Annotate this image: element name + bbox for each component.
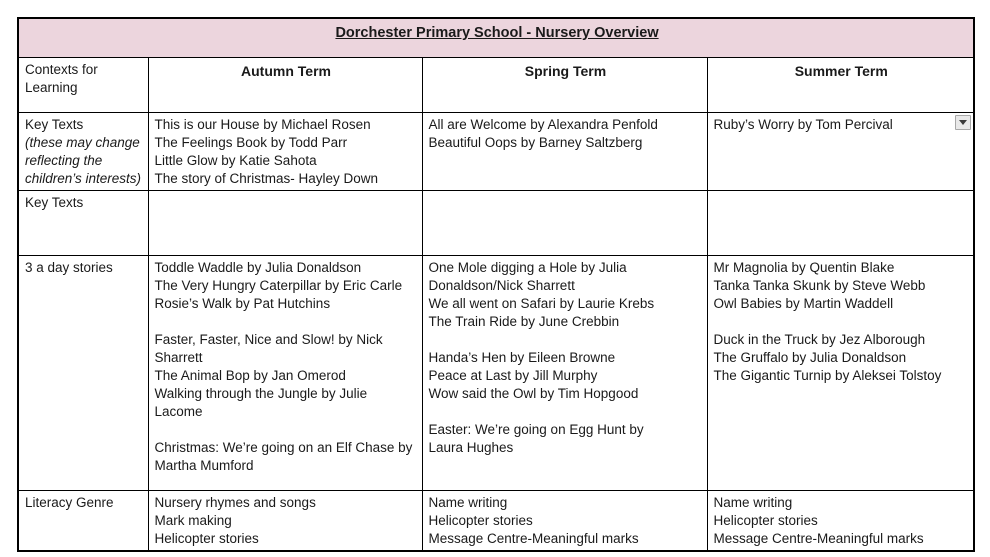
text-line: The Animal Bop by Jan Omerod xyxy=(154,367,346,383)
row-label: Literacy Genre xyxy=(25,494,114,510)
text-line: Handa’s Hen by Eileen Browne xyxy=(428,349,616,365)
text-line: Walking through the Jungle by Julie xyxy=(154,385,368,401)
text-line xyxy=(429,331,703,349)
text-line xyxy=(714,313,970,331)
cell-stories-summer xyxy=(707,255,974,490)
cell-key-texts-2-spring xyxy=(422,190,707,255)
text-line: Rosie’s Walk by Pat Hutchins xyxy=(154,295,331,311)
header-row xyxy=(18,57,974,112)
cell-key-texts-2-autumn xyxy=(148,190,422,255)
text-line: Duck in the Truck by Jez Alborough xyxy=(713,331,926,347)
text-line: All are Welcome by Alexandra Penfold xyxy=(428,116,658,132)
label-cell-key-texts xyxy=(18,112,148,190)
text-line: Laura Hughes xyxy=(428,439,514,455)
row-literacy-genre xyxy=(18,490,974,551)
text-line: Wow said the Owl by Tim Hopgood xyxy=(428,385,639,401)
text-line: Name writing xyxy=(713,494,793,510)
text-line: One Mole digging a Hole by Julia xyxy=(428,259,627,275)
text-line: Faster, Faster, Nice and Slow! by Nick xyxy=(154,331,383,347)
text-line: Owl Babies by Martin Waddell xyxy=(713,295,894,311)
text-line: Little Glow by Katie Sahota xyxy=(154,152,317,168)
cell-literacy-spring xyxy=(422,490,707,551)
text-line: Lacome xyxy=(154,403,203,419)
text-line: Message Centre-Meaningful marks xyxy=(428,530,639,546)
cell-key-texts-summer-text xyxy=(714,116,970,134)
text-line: Ruby’s Worry by Tom Percival xyxy=(713,116,893,132)
row-label-note: (these may change reflecting the children’s interests) xyxy=(25,134,142,186)
text-line: The Gigantic Turnip by Aleksei Tolstoy xyxy=(713,367,942,383)
row-key-texts-2 xyxy=(18,190,974,255)
row-key-texts xyxy=(18,112,974,190)
cell-key-texts-autumn xyxy=(148,112,422,190)
text-line: The Gruffalo by Julia Donaldson xyxy=(713,349,907,365)
cell-literacy-summer xyxy=(707,490,974,551)
text-line: The story of Christmas- Hayley Down xyxy=(154,170,379,186)
page-title: Dorchester Primary School - Nursery Overview xyxy=(335,25,659,41)
header-spring-term: Spring Term xyxy=(422,57,707,112)
label-cell-key-texts-2 xyxy=(18,190,148,255)
text-line: Mr Magnolia by Quentin Blake xyxy=(713,259,895,275)
header-contexts-for-learning: Contexts for Learning xyxy=(18,57,148,112)
text-line: The Very Hungry Caterpillar by Eric Carle xyxy=(154,277,403,293)
text-line: Sharrett xyxy=(154,349,203,365)
row-three-a-day-stories xyxy=(18,255,974,490)
dropdown-arrow-icon xyxy=(959,120,967,125)
dropdown-button[interactable] xyxy=(955,115,971,130)
text-line: Message Centre-Meaningful marks xyxy=(713,530,924,546)
text-line: Name writing xyxy=(428,494,508,510)
text-line: Martha Mumford xyxy=(154,457,254,473)
title-row xyxy=(18,18,974,57)
text-line: Easter: We’re going on Egg Hunt by xyxy=(428,421,644,437)
text-line: Helicopter stories xyxy=(154,530,259,546)
text-line: Mark making xyxy=(154,512,232,528)
cell-key-texts-spring xyxy=(422,112,707,190)
row-label: Key Texts xyxy=(25,116,84,132)
text-line: The Train Ride by June Crebbin xyxy=(428,313,620,329)
text-line: Toddle Waddle by Julia Donaldson xyxy=(154,259,362,275)
text-line xyxy=(155,421,418,439)
row-label: 3 a day stories xyxy=(25,259,113,275)
cell-key-texts-2-summer xyxy=(707,190,974,255)
header-summer-term: Summer Term xyxy=(707,57,974,112)
text-line: Nursery rhymes and songs xyxy=(154,494,316,510)
title-cell xyxy=(18,18,974,57)
cell-stories-spring xyxy=(422,255,707,490)
cell-literacy-autumn xyxy=(148,490,422,551)
label-cell-literacy-genre xyxy=(18,490,148,551)
text-line: Donaldson/Nick Sharrett xyxy=(428,277,575,293)
text-line: Beautiful Oops by Barney Saltzberg xyxy=(428,134,643,150)
text-line: Helicopter stories xyxy=(428,512,533,528)
header-autumn-term: Autumn Term xyxy=(148,57,422,112)
text-line: Christmas: We’re going on an Elf Chase by xyxy=(154,439,413,455)
text-line xyxy=(429,403,703,421)
text-line: This is our House by Michael Rosen xyxy=(154,116,371,132)
text-line: Tanka Tanka Skunk by Steve Webb xyxy=(713,277,926,293)
row-label: Key Texts xyxy=(25,194,84,210)
nursery-overview-table xyxy=(17,17,975,552)
text-line: Peace at Last by Jill Murphy xyxy=(428,367,598,383)
cell-key-texts-summer xyxy=(707,112,974,190)
label-cell-three-a-day xyxy=(18,255,148,490)
cell-stories-autumn xyxy=(148,255,422,490)
text-line: The Feelings Book by Todd Parr xyxy=(154,134,348,150)
text-line xyxy=(155,313,418,331)
text-line: We all went on Safari by Laurie Krebs xyxy=(428,295,655,311)
text-line: Helicopter stories xyxy=(713,512,818,528)
